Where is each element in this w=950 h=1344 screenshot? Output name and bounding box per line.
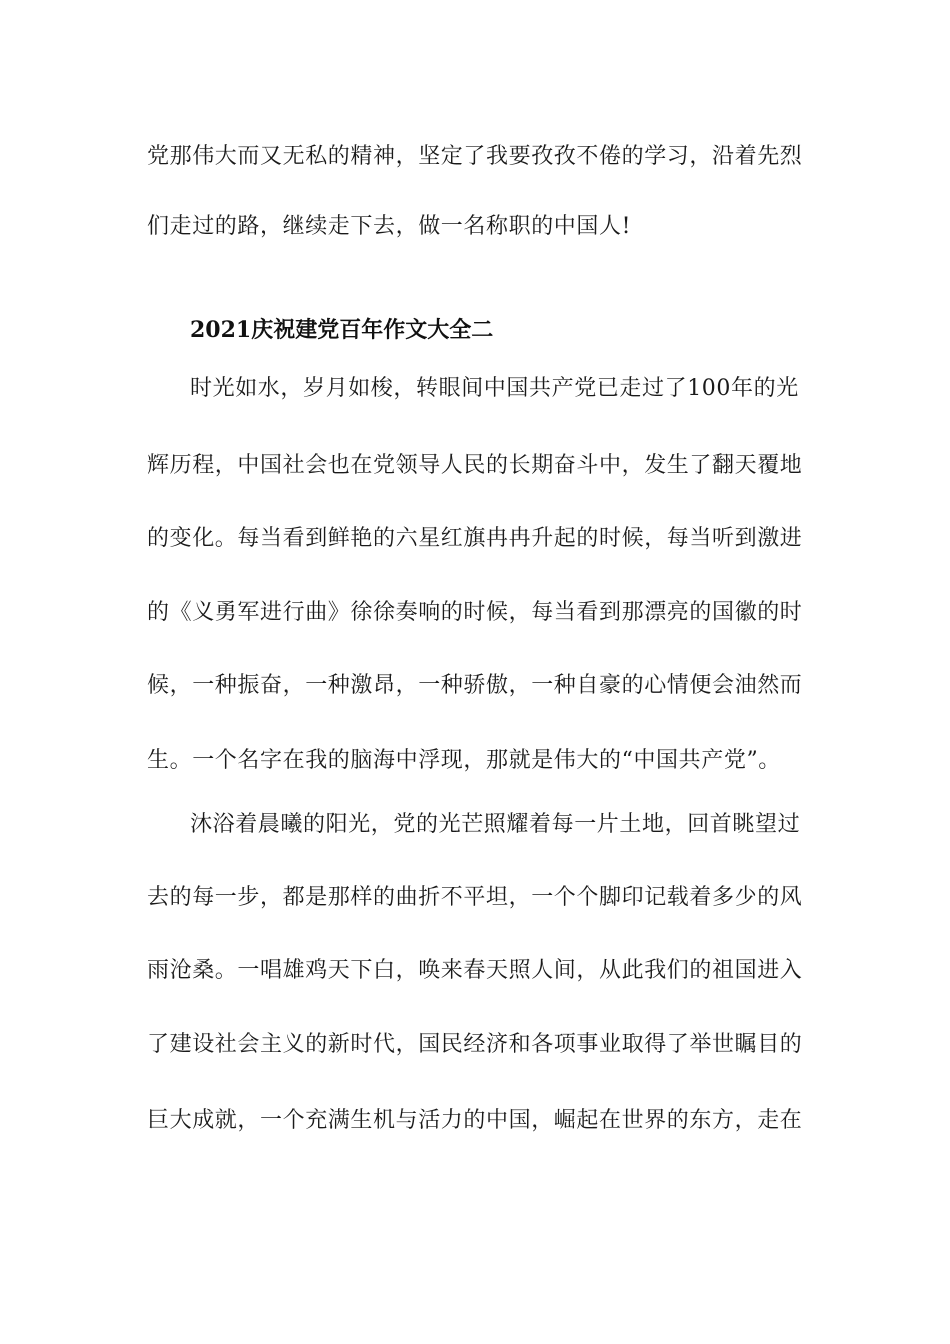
paragraph1-line-2: 辉历程，中国社会也在党领导人民的长期奋斗中，发生了翻天覆地 xyxy=(147,453,803,478)
continuation-line-1: 党那伟大而又无私的精神，坚定了我要孜孜不倦的学习，沿着先烈 xyxy=(147,144,803,169)
paragraph1-line-4: 的《义勇军进行曲》徐徐奏响的时候，每当看到那漂亮的国徽的时 xyxy=(147,600,803,625)
paragraph2-line-2: 去的每一步，都是那样的曲折不平坦，一个个脚印记载着多少的风 xyxy=(147,885,803,910)
continuation-line-2: 们走过的路，继续走下去，做一名称职的中国人! xyxy=(147,214,632,239)
paragraph1-line-6: 生。一个名字在我的脑海中浮现，那就是伟大的“中国共产党”。 xyxy=(147,748,781,773)
paragraph1-line-1: 时光如水，岁月如梭，转眼间中国共产党已走过了100年的光 xyxy=(190,376,799,401)
paragraph1-line-5: 候，一种振奋，一种激昂，一种骄傲，一种自豪的心情便会油然而 xyxy=(147,673,803,698)
paragraph2-line-1: 沐浴着晨曦的阳光，党的光芒照耀着每一片土地，回首眺望过 xyxy=(190,812,801,837)
paragraph2-line-5: 巨大成就，一个充满生机与活力的中国，崛起在世界的东方，走在 xyxy=(147,1108,803,1133)
paragraph2-line-3: 雨沧桑。一唱雄鸡天下白，唤来春天照人间，从此我们的祖国进入 xyxy=(147,958,803,983)
section-title: 2021庆祝建党百年作文大全二 xyxy=(190,317,494,343)
paragraph2-line-4: 了建设社会主义的新时代，国民经济和各项事业取得了举世瞩目的 xyxy=(147,1032,803,1057)
paragraph1-line-3: 的变化。每当看到鲜艳的六星红旗冉冉升起的时候，每当听到激进 xyxy=(147,526,803,551)
